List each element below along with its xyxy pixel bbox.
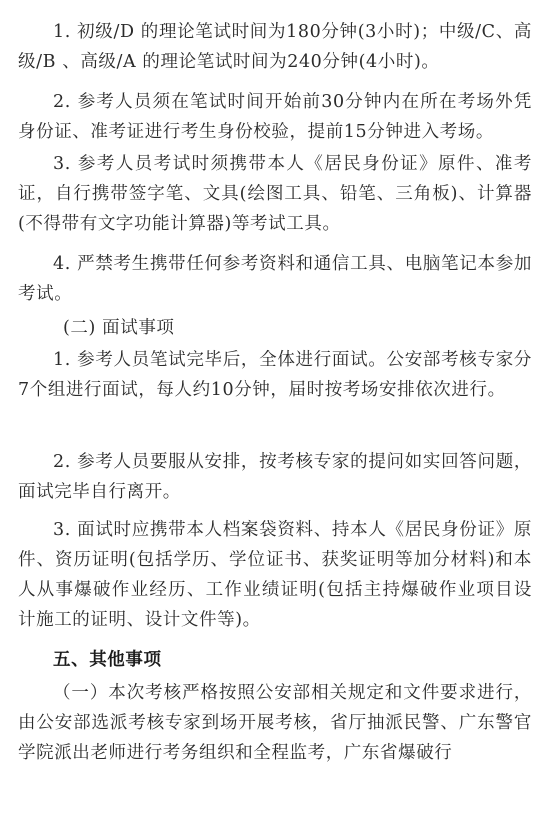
exam-rule-4: 4. 严禁考生携带任何参考资料和通信工具、电脑笔记本参加考试。 [18,254,532,304]
interview-rule-1: 1. 参考人员笔试完毕后，全体进行面试。公安部考核专家分7个组进行面试，每人约10分钟，届时按考场安排依次进行。 [18,350,532,400]
exam-rule-1: 1. 初级/D 的理论笔试时间为180分钟(3小时)；中级/C、高级/B 、高级/A 的理论笔试时间为240分钟(4小时)。 [18,22,532,72]
interview-heading: (二) 面试事项 [63,318,175,338]
interview-rule-3: 3. 面试时应携带本人档案袋资料、持本人《居民身份证》原件、资历证明(包括学历、学位证书、获奖证明等加分材料)和本人从事爆破作业经历、工作业绩证明(包括主持爆破作业项目设计施工的证明、设计文件等)。 [18,520,532,630]
section-five-paragraph: （一）本次考核严格按照公安部相关规定和文件要求进行，由公安部选派考核专家到场开展考核，省厅抽派民警、广东警官学院派出老师进行考务组织和全程监考，广东省爆破行 [18,683,532,763]
exam-rule-3: 3. 参考人员考试时须携带本人《居民身份证》原件、准考证，自行携带签字笔、文具(绘图工具、铅笔、三角板)、计算器(不得带有文字功能计算器)等考试工具。 [18,154,532,234]
interview-rule-2: 2. 参考人员要服从安排，按考核专家的提问如实回答问题，面试完毕自行离开。 [18,452,532,502]
exam-rule-2: 2. 参考人员须在笔试时间开始前30分钟内在所在考场外凭身份证、准考证进行考生身份校验，提前15分钟进入考场。 [18,92,532,142]
section-five-heading: 五、其他事项 [53,650,162,670]
